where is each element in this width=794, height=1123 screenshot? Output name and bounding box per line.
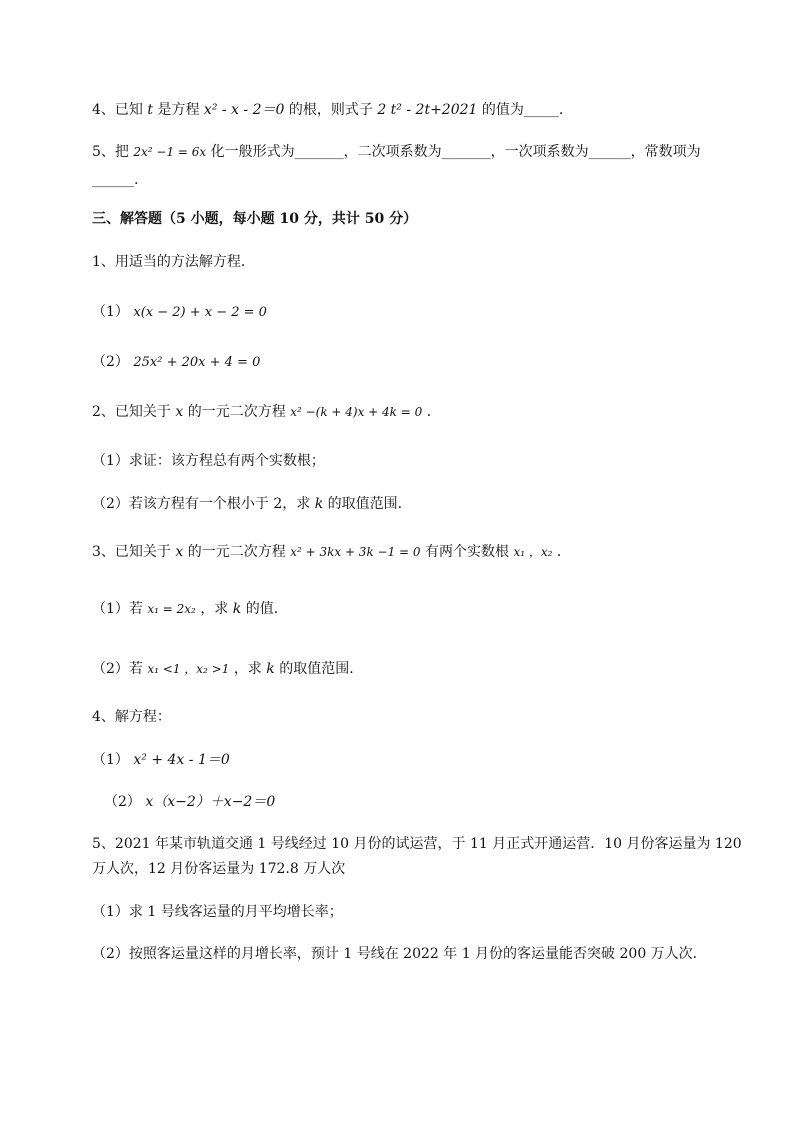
p3-sub2-text-2: ，求 — [233, 661, 262, 677]
p3-stem-text-4: ． — [556, 544, 571, 560]
q4-text-4: 的值为_____. — [481, 102, 564, 118]
p4-sub1-equation: x² + 4x - 1＝0 — [133, 752, 230, 768]
p3-stem-text-1: 3、已知关于 — [92, 544, 171, 560]
problem-5-stem-line1: 5、2021 年某市轨道交通 1 号线经过 10 月份的试运营，于 11 月正式开通运营．10 月份客运量为 120 — [92, 836, 742, 852]
p1-sub1-label: （1） — [92, 304, 129, 320]
p1-sub2-equation: 25x² + 20x + 4 = 0 — [133, 355, 261, 370]
fill-question-4 — [92, 101, 563, 119]
p4-sub2-equation: x（x−2）＋x−2＝0 — [145, 794, 276, 810]
problem-4-sub1 — [92, 751, 230, 769]
p2-sub2-text-1: （2）若该方程有一个根小于 2，求 — [92, 496, 311, 512]
p3-sub1-text-1: （1）若 — [92, 601, 143, 617]
p2-stem-equation: x² −(k + 4)x + 4k = 0 — [290, 405, 423, 419]
q4-text-2: 是方程 — [157, 102, 200, 118]
p1-sub2-label: （2） — [92, 354, 129, 370]
p3-sub2-text-1: （2）若 — [92, 661, 143, 677]
problem-2-sub2 — [92, 495, 412, 513]
fill-question-5-line2: ______. — [92, 172, 139, 188]
q4-expression: 2 t² - 2t+2021 — [377, 102, 478, 118]
p3-sub2-condition: x₁ <1 ，x₂ >1 — [147, 662, 230, 676]
problem-5-sub1: （1）求 1 号线客运量的月平均增长率； — [92, 904, 343, 920]
problem-5-stem-line2: 万人次，12 月份客运量为 172.8 万人次 — [92, 861, 346, 877]
q4-text-1: 4、已知 — [92, 102, 143, 118]
problem-1-sub1 — [92, 303, 267, 322]
p3-sub1-text-3: 的值． — [245, 601, 288, 617]
problem-2-stem — [92, 403, 441, 421]
p3-stem-equation: x² + 3kx + 3k −1 = 0 — [290, 545, 421, 559]
problem-3-sub1 — [92, 600, 288, 618]
problem-3-sub2 — [92, 660, 363, 678]
problem-2-sub1: （1）求证：该方程总有两个实数根； — [92, 453, 325, 469]
q5-equation: 2x² −1 = 6x — [133, 145, 207, 159]
p3-stem-text-2: 的一元二次方程 — [187, 544, 286, 560]
p1-sub1-equation: x(x − 2) + x − 2 = 0 — [133, 305, 267, 320]
p2-stem-text-3: ． — [426, 404, 441, 420]
q5-text-1: 5、把 — [92, 144, 129, 160]
p3-sub1-text-2: ，求 — [200, 601, 229, 617]
fill-question-5-line1 — [92, 143, 701, 161]
p4-sub1-label: （1） — [92, 752, 129, 768]
p3-sub1-var: k — [232, 601, 242, 617]
problem-4-stem: 4、解方程： — [92, 709, 171, 725]
q4-equation: x² - x - 2＝0 — [203, 102, 285, 118]
p2-stem-text-2: 的一元二次方程 — [187, 404, 286, 420]
p2-sub2-text-2: 的取值范围． — [327, 496, 412, 512]
problem-4-sub2 — [104, 793, 275, 811]
q4-text-3: 的根，则式子 — [288, 102, 373, 118]
p2-stem-text-1: 2、已知关于 — [92, 404, 171, 420]
p3-stem-text-3: 有两个实数根 — [425, 544, 509, 560]
p3-sub2-var: k — [266, 661, 275, 677]
problem-1-sub2 — [92, 353, 260, 372]
p3-stem-var: x — [175, 544, 184, 560]
p2-sub2-var: k — [314, 496, 324, 512]
q5-text-2: 化一般形式为_______，二次项系数为_______，一次项系数为______，常数项为 — [210, 144, 701, 160]
problem-3-stem — [92, 543, 571, 561]
p3-stem-roots: x₁ ，x₂ — [513, 545, 553, 559]
problem-1-stem: 1、用适当的方法解方程． — [92, 254, 255, 270]
p2-stem-var: x — [175, 404, 184, 420]
p3-sub1-equation: x₁ = 2x₂ — [147, 602, 196, 616]
section-3-heading: 三、解答题（5 小题，每小题 10 分，共计 50 分） — [92, 211, 418, 227]
q4-var-t: t — [147, 102, 154, 118]
p4-sub2-label: （2） — [104, 794, 141, 810]
problem-5-sub2: （2）按照客运量这样的月增长率，预计 1 号线在 2022 年 1 月份的客运量能否突破 200 万人次． — [92, 946, 707, 962]
p3-sub2-text-3: 的取值范围． — [279, 661, 364, 677]
